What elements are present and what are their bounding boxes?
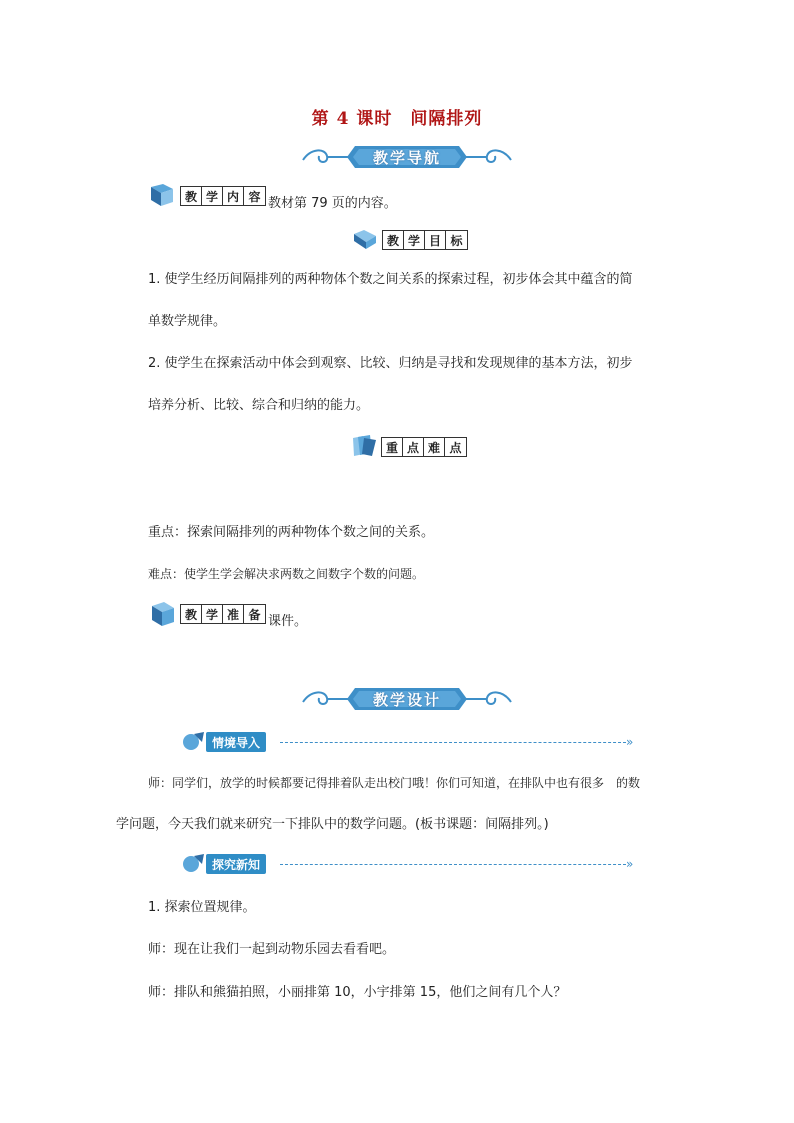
intro-line-1: 师：同学们，放学的时候都要记得排着队走出校门哦！你们可知道，在排队中也有很多 的数 — [148, 776, 641, 790]
dashed-rule — [280, 742, 626, 743]
goal-2-line-1: 2. 使学生在探索活动中体会到观察、比较、归纳是寻找和发现规律的基本方法，初步 — [148, 356, 633, 371]
label-char: 学 — [404, 231, 425, 249]
folder-icon — [352, 228, 378, 254]
banner-label: 教学导航 — [372, 148, 441, 167]
explore-line-1: 1. 探索位置规律。 — [148, 900, 256, 915]
dashed-rule — [280, 864, 626, 865]
label-char: 准 — [223, 605, 244, 623]
label-char: 教 — [383, 231, 404, 249]
label-key-points — [381, 437, 467, 457]
intro-icon — [182, 730, 206, 756]
double-arrow-icon: » — [626, 735, 634, 749]
goal-2-line-2: 培养分析、比较、综合和归纳的能力。 — [148, 398, 370, 413]
label-char: 点 — [403, 438, 424, 456]
label-char: 点 — [449, 440, 462, 455]
label-char: 学 — [202, 605, 223, 623]
goal-1-line-1: 1. 使学生经历间隔排列的两种物体个数之间关系的探索过程，初步体会其中蕴含的简 — [148, 272, 633, 287]
intro-line-2: 学问题，今天我们就来研究一下排队中的数学问题。(板书课题：间隔排列。) — [116, 817, 549, 832]
explore-icon — [182, 852, 206, 878]
label-char: 标 — [450, 233, 463, 248]
label-char: 容 — [248, 189, 261, 204]
section-tab-explore: 探究新知 — [206, 854, 266, 874]
explore-line-2: 师：现在让我们一起到动物乐园去看看吧。 — [148, 942, 396, 957]
section-banner-teaching-guide — [297, 142, 517, 172]
book-icon — [149, 183, 175, 211]
section-banner-teaching-design — [297, 684, 517, 714]
label-char: 目 — [425, 231, 446, 249]
label-char: 重 — [382, 438, 403, 456]
label-char: 教 — [181, 187, 202, 205]
papers-icon — [350, 434, 378, 462]
prep-text: 课件。 — [268, 614, 308, 629]
difficult-point-text: 难点：使学生学会解决求两数之间数字个数的问题。 — [148, 567, 425, 581]
label-char: 难 — [424, 438, 445, 456]
page-title: 第 4 课时 间隔排列 — [311, 109, 483, 129]
key-point-text: 重点：探索间隔排列的两种物体个数之间的关系。 — [148, 525, 435, 540]
book-stack-icon — [148, 600, 176, 632]
label-teaching-prep — [180, 604, 266, 624]
banner-label: 教学设计 — [372, 690, 441, 709]
double-arrow-icon: » — [626, 857, 634, 871]
label-char: 备 — [248, 607, 261, 622]
label-char: 教 — [181, 605, 202, 623]
section-tab-intro: 情境导入 — [206, 732, 266, 752]
explore-line-3: 师：排队和熊猫拍照，小丽排第 10，小宇排第 15，他们之间有几个人？ — [148, 985, 567, 1000]
content-text: 教材第 79 页的内容。 — [268, 196, 397, 211]
label-teaching-content — [180, 186, 266, 206]
label-char: 内 — [223, 187, 244, 205]
label-char: 学 — [202, 187, 223, 205]
goal-1-line-2: 单数学规律。 — [148, 314, 227, 329]
label-teaching-goals — [382, 230, 468, 250]
